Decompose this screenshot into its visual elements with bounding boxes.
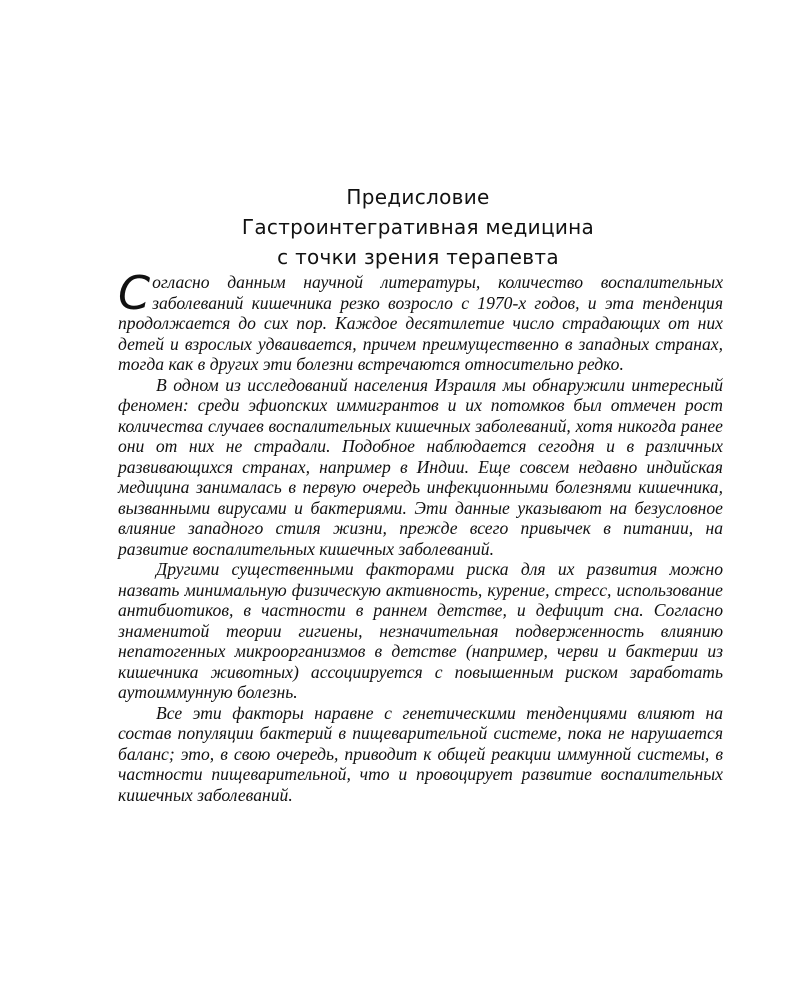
heading-line-subtitle: с точки зрения терапевта [277, 245, 559, 269]
preface-heading [0, 182, 800, 272]
heading-line-title: Гастроинтегративная медицина [241, 215, 595, 239]
paragraph-4: Все эти факторы наравне с генетическими тенденциями влияют на состав популяции бактерий в пищеварительной системе, пока не нарушается баланс; это, в свою очередь, приводит к общей реакции иммунной системы, в частности пищеварительной, что и провоцирует развитие воспалительных кишечных заболеваний. [118, 702, 723, 805]
paragraph-2: В одном из исследований населения Израиля мы обнаружили интересный феномен: среди эфиопских иммигрантов и их потомков был отмечен рост количества случаев воспалительных кишечных заболеваний, хотя никогда ранее они от них не страдали. Подобное наблюдается сегодня и в различных развивающихся странах, например в Индии. Еще совсем недавно индийская медицина занималась в первую очередь инфекционными болезнями кишечника, вызванными вирусами и бактериями. Эти данные указывают на безусловное влияние западного стиля жизни, прежде всего привычек в питании, на развитие воспалительных кишечных заболеваний. [118, 374, 723, 559]
paragraph-1 [118, 266, 723, 375]
heading-line-preface: Предисловие [346, 185, 490, 209]
body-text [118, 266, 723, 805]
drop-cap: С [118, 266, 151, 320]
paragraph-1-text: огласно данным научной литературы, количество воспалительных заболеваний кишечника резко возросло с 1970-х годов, и эта тенденция продолжается до сих пор. Каждое десятилетие число страдающих от них детей и взрослых удваивается, причем преимущественно в западных странах, тогда как в других эти болезни встречаются относительно редко. [118, 272, 723, 374]
paragraph-3: Другими существенными факторами риска для их развития можно назвать минимальную физическую активность, курение, стресс, использование антибиотиков, в частности в раннем детстве, и дефицит сна. Согласно знаменитой теории гигиены, незначительная подверженность влиянию непатогенных микроорганизмов в детстве (например, черви и бактерии из кишечника животных) ассоциируется с повышенным риском заработать аутоиммунную болезнь. [118, 559, 723, 702]
